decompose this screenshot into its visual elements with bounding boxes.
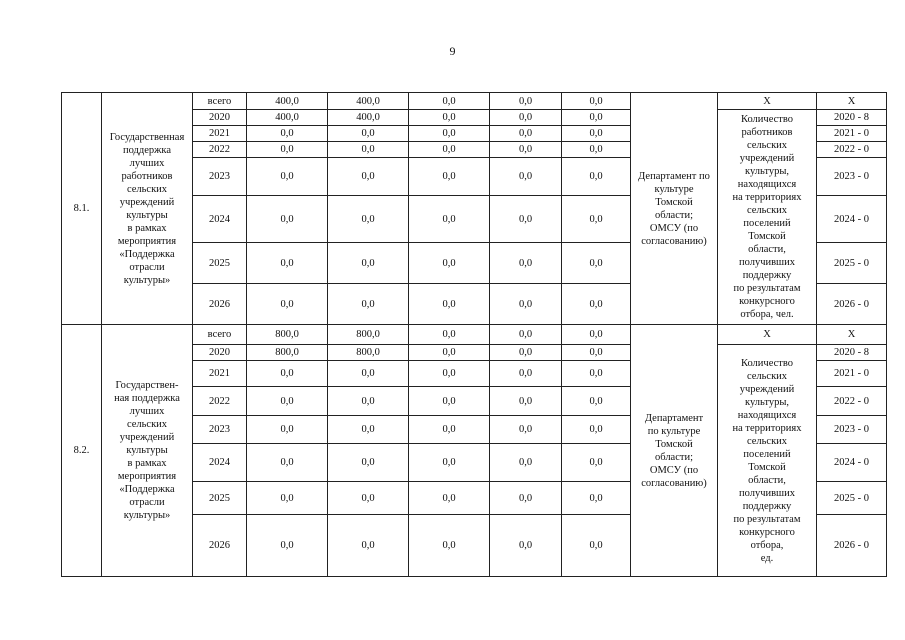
text-line: лучших (129, 157, 165, 169)
amount-cell: 0,0 (247, 158, 328, 196)
amount-cell: 0,0 (562, 482, 631, 515)
text-line: лучших (129, 406, 165, 417)
amount-cell: 0,0 (409, 416, 490, 444)
amount-cell: 0,0 (490, 444, 562, 482)
target-cell: Х (817, 325, 887, 345)
amount-cell: 0,0 (409, 361, 490, 387)
text-line: Государствен- (115, 380, 179, 391)
amount-cell: 0,0 (409, 126, 490, 142)
target-cell: 2022 - 0 (817, 387, 887, 416)
text-line: получивших (738, 257, 796, 268)
amount-cell: 0,0 (328, 243, 409, 284)
amount-cell: 0,0 (247, 387, 328, 416)
period-cell: всего (193, 93, 247, 110)
text-line: культуре (654, 183, 694, 195)
amount-cell: 0,0 (247, 444, 328, 482)
period-cell: 2023 (193, 416, 247, 444)
target-cell: 2025 - 0 (817, 243, 887, 284)
target-cell: Х (817, 93, 887, 110)
item-number: 8.2. (62, 325, 102, 577)
amount-cell: 0,0 (562, 345, 631, 361)
indicator-total: Х (718, 325, 817, 345)
amount-cell: 0,0 (409, 110, 490, 126)
text-line: находящихся (737, 179, 797, 190)
text-line: мероприятия (117, 235, 177, 247)
amount-cell: 0,0 (490, 93, 562, 110)
text-line: «Поддержка (119, 484, 175, 495)
amount-cell: 0,0 (409, 482, 490, 515)
amount-cell: 0,0 (247, 142, 328, 158)
amount-cell: 0,0 (247, 515, 328, 577)
text-line: ед. (760, 552, 774, 564)
text-line: Томской (748, 461, 786, 473)
text-line: сельских (126, 183, 168, 195)
period-cell: 2020 (193, 345, 247, 361)
amount-cell: 0,0 (490, 243, 562, 284)
amount-cell: 0,0 (490, 361, 562, 387)
text-line: по культуре (647, 425, 701, 437)
amount-cell: 0,0 (247, 243, 328, 284)
text-line: Томской (655, 196, 693, 208)
amount-cell: 0,0 (490, 110, 562, 126)
amount-cell: 0,0 (409, 158, 490, 196)
period-cell: всего (193, 325, 247, 345)
text-line: учреждений (739, 153, 795, 164)
period-cell: 2025 (193, 482, 247, 515)
amount-cell: 0,0 (562, 243, 631, 284)
period-cell: 2026 (193, 284, 247, 325)
amount-cell: 0,0 (562, 196, 631, 243)
text-line: сельских (746, 370, 788, 382)
period-cell: 2021 (193, 126, 247, 142)
indicator-cell (718, 110, 817, 325)
text-line: отбора, (750, 539, 784, 551)
text-line: сельских (746, 435, 788, 447)
item-name (102, 93, 193, 325)
amount-cell: 0,0 (562, 416, 631, 444)
amount-cell: 0,0 (409, 345, 490, 361)
text-line: поддержку (742, 500, 792, 512)
amount-cell: 0,0 (328, 444, 409, 482)
period-cell: 2021 (193, 361, 247, 387)
text-line: Департамент по (638, 170, 710, 182)
amount-cell: 0,0 (247, 361, 328, 387)
text-line: работников (121, 170, 173, 182)
amount-cell: 0,0 (490, 515, 562, 577)
amount-cell: 800,0 (247, 325, 328, 345)
period-cell: 2025 (193, 243, 247, 284)
text-line: культуры, (745, 166, 789, 177)
target-cell: 2025 - 0 (817, 482, 887, 515)
amount-cell: 0,0 (409, 93, 490, 110)
text-line: Количество (740, 357, 794, 369)
period-cell: 2024 (193, 196, 247, 243)
executor-cell (631, 93, 718, 325)
amount-cell: 0,0 (562, 387, 631, 416)
text-line: находящихся (737, 409, 797, 421)
amount-cell: 0,0 (328, 416, 409, 444)
text-line: области, (748, 474, 786, 486)
amount-cell: 0,0 (562, 126, 631, 142)
text-line: учреждений (119, 196, 175, 208)
amount-cell: 0,0 (328, 142, 409, 158)
text-line: культуры (126, 209, 168, 221)
amount-cell: 0,0 (328, 284, 409, 325)
text-line: культуры» (123, 510, 171, 521)
amount-cell: 0,0 (562, 444, 631, 482)
target-cell: 2020 - 8 (817, 345, 887, 361)
amount-cell: 800,0 (328, 345, 409, 361)
text-line: ная поддержка (114, 393, 180, 404)
amount-cell: 400,0 (328, 110, 409, 126)
amount-cell: 0,0 (247, 416, 328, 444)
target-cell: 2021 - 0 (817, 126, 887, 142)
amount-cell: 800,0 (247, 345, 328, 361)
text-line: культуры, (745, 396, 789, 408)
amount-cell: 0,0 (562, 284, 631, 325)
text-line: по результатам (733, 513, 801, 525)
amount-cell: 0,0 (562, 110, 631, 126)
program-table (61, 92, 887, 577)
amount-cell: 0,0 (490, 196, 562, 243)
amount-cell: 0,0 (562, 515, 631, 577)
amount-cell: 0,0 (328, 515, 409, 577)
amount-cell: 0,0 (490, 345, 562, 361)
amount-cell: 0,0 (409, 243, 490, 284)
text-line: Департамент (644, 412, 704, 424)
text-line: Количество (740, 114, 794, 125)
text-line: ОМСУ (по (649, 464, 699, 476)
period-cell: 2023 (193, 158, 247, 196)
text-line: согласованию) (641, 477, 707, 489)
amount-cell: 0,0 (562, 142, 631, 158)
amount-cell: 0,0 (409, 196, 490, 243)
amount-cell: 0,0 (328, 482, 409, 515)
amount-cell: 0,0 (409, 515, 490, 577)
amount-cell: 800,0 (328, 325, 409, 345)
amount-cell: 0,0 (409, 325, 490, 345)
text-line: в рамках (127, 458, 167, 469)
amount-cell: 0,0 (490, 142, 562, 158)
text-line: на территориях (732, 422, 802, 434)
amount-cell: 0,0 (328, 158, 409, 196)
text-line: поселений (743, 448, 791, 460)
text-line: Государственная (109, 131, 185, 143)
text-line: учреждений (739, 383, 795, 395)
amount-cell: 0,0 (409, 387, 490, 416)
target-cell: 2026 - 0 (817, 515, 887, 577)
table-row (62, 93, 887, 110)
indicator-total: Х (718, 93, 817, 110)
amount-cell: 0,0 (247, 196, 328, 243)
amount-cell: 0,0 (490, 387, 562, 416)
period-cell: 2026 (193, 515, 247, 577)
text-line: поддержка (122, 144, 172, 156)
text-line: согласованию) (641, 235, 707, 247)
amount-cell: 0,0 (490, 284, 562, 325)
text-line: области, (748, 244, 786, 255)
text-line: области; (654, 209, 694, 221)
period-cell: 2020 (193, 110, 247, 126)
amount-cell: 0,0 (409, 284, 490, 325)
indicator-cell (718, 345, 817, 577)
amount-cell: 0,0 (247, 126, 328, 142)
amount-cell: 0,0 (328, 361, 409, 387)
amount-cell: 0,0 (490, 416, 562, 444)
amount-cell: 0,0 (328, 387, 409, 416)
amount-cell: 0,0 (328, 196, 409, 243)
target-cell: 2023 - 0 (817, 416, 887, 444)
target-cell: 2023 - 0 (817, 158, 887, 196)
text-line: отбора, чел. (740, 309, 794, 320)
text-line: области; (654, 451, 694, 463)
amount-cell: 0,0 (562, 93, 631, 110)
amount-cell: 0,0 (247, 482, 328, 515)
amount-cell: 0,0 (562, 158, 631, 196)
table-row (62, 325, 887, 345)
period-cell: 2022 (193, 142, 247, 158)
text-line: Томской (655, 438, 693, 450)
item-name (102, 325, 193, 577)
text-line: сельских (126, 419, 168, 430)
text-line: «Поддержка (119, 248, 175, 260)
text-line: работников (741, 127, 793, 138)
text-line: по результатам (733, 283, 801, 294)
amount-cell: 400,0 (247, 93, 328, 110)
item-number: 8.1. (62, 93, 102, 325)
text-line: получивших (738, 487, 796, 499)
amount-cell: 0,0 (490, 126, 562, 142)
amount-cell: 0,0 (247, 284, 328, 325)
text-line: отрасли (129, 497, 165, 508)
period-cell: 2022 (193, 387, 247, 416)
amount-cell: 400,0 (247, 110, 328, 126)
text-line: мероприятия (117, 471, 177, 482)
text-line: конкурсного (739, 526, 795, 538)
target-cell: 2021 - 0 (817, 361, 887, 387)
text-line: сельских (746, 205, 788, 216)
amount-cell: 0,0 (490, 482, 562, 515)
amount-cell: 0,0 (490, 325, 562, 345)
amount-cell: 0,0 (562, 325, 631, 345)
text-line: конкурсного (739, 296, 795, 307)
amount-cell: 0,0 (409, 142, 490, 158)
text-line: поселений (743, 218, 791, 229)
amount-cell: 0,0 (562, 361, 631, 387)
text-line: поддержку (742, 270, 792, 281)
target-cell: 2024 - 0 (817, 196, 887, 243)
text-line: учреждений (119, 432, 175, 443)
target-cell: 2020 - 8 (817, 110, 887, 126)
text-line: культуры (126, 445, 168, 456)
text-line: отрасли (129, 261, 165, 273)
executor-cell (631, 325, 718, 577)
text-line: культуры» (123, 274, 171, 286)
target-cell: 2026 - 0 (817, 284, 887, 325)
amount-cell: 0,0 (328, 126, 409, 142)
amount-cell: 400,0 (328, 93, 409, 110)
text-line: Томской (748, 231, 786, 242)
page-number: 9 (449, 44, 456, 58)
amount-cell: 0,0 (409, 444, 490, 482)
target-cell: 2024 - 0 (817, 444, 887, 482)
text-line: в рамках (127, 222, 167, 234)
target-cell: 2022 - 0 (817, 142, 887, 158)
text-line: ОМСУ (по (649, 222, 699, 234)
amount-cell: 0,0 (490, 158, 562, 196)
text-line: сельских (746, 140, 788, 151)
period-cell: 2024 (193, 444, 247, 482)
text-line: на территориях (732, 192, 802, 203)
